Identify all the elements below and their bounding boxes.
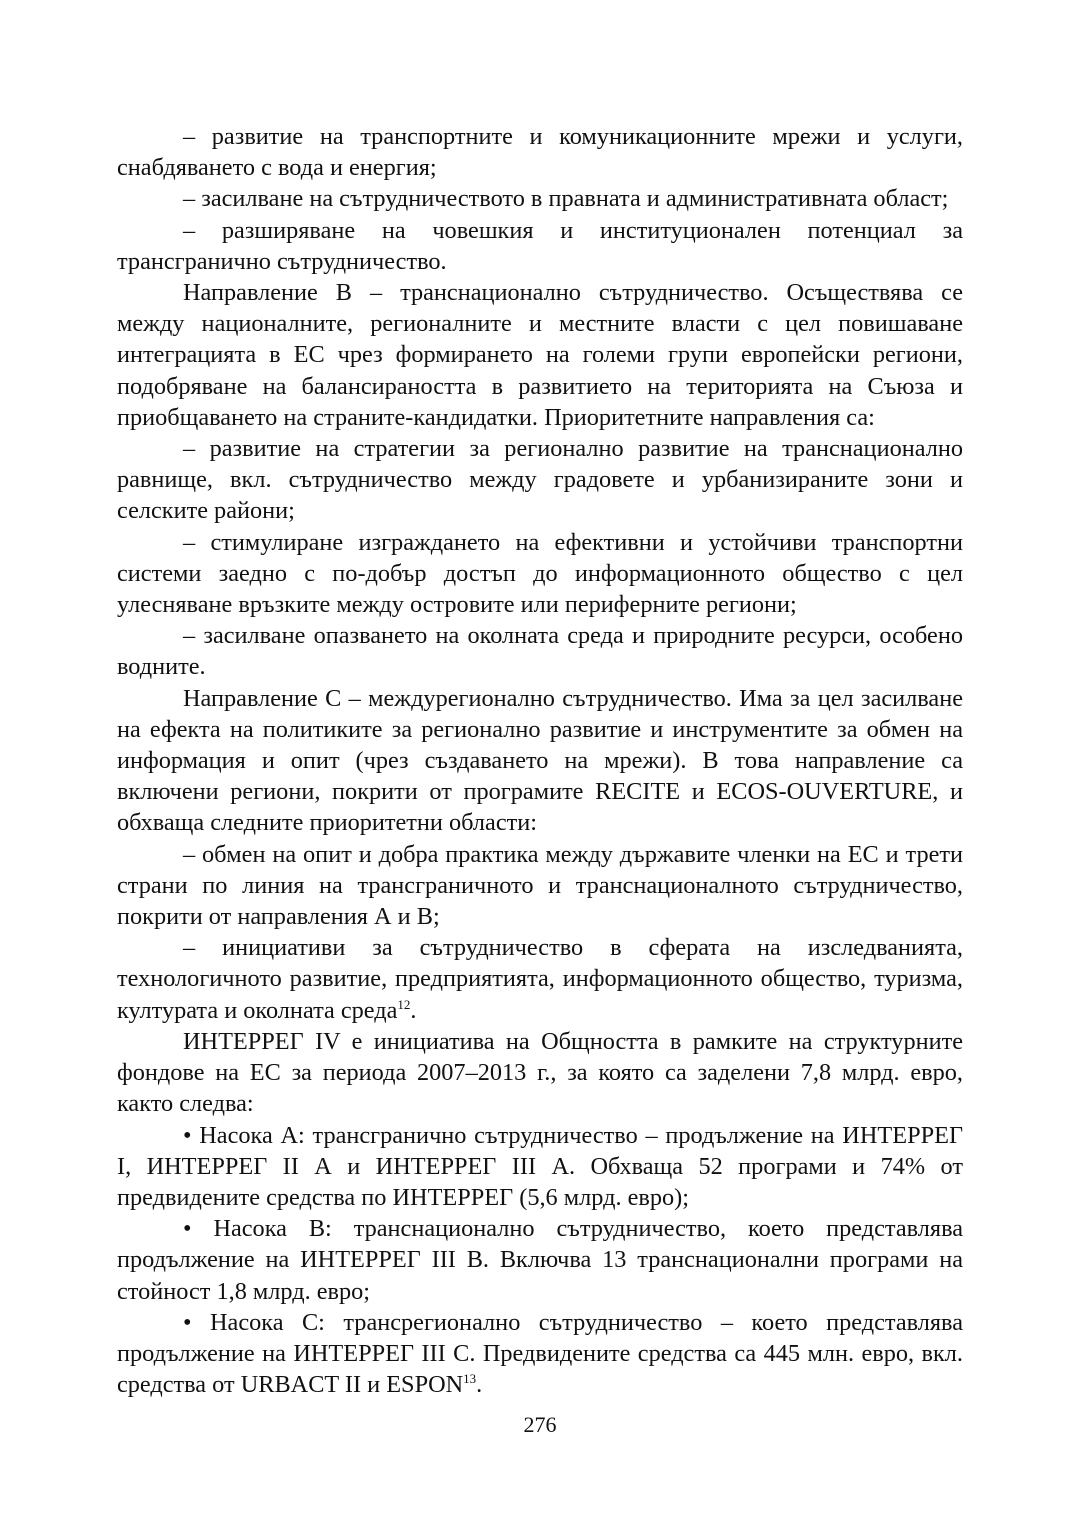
paragraph: ИНТЕРРЕГ IV е инициатива на Общността в рамките на структурните фондове на ЕС за периода 2007–2013 г., за която са заделени 7,8 млрд. евро, както следва:: [117, 1027, 963, 1118]
bullet-text: Насока В: транснационално сътрудничество, което представлява продължение на ИНТЕРРЕГ III В. Включва 13 транснационални програми на стойност 1,8 млрд. евро;: [117, 1215, 964, 1305]
bullet-item: [117, 1307, 963, 1401]
paragraph: – развитие на стратегии за регионално развитие на транснационално равнище, вкл. сътрудничество между градовете и урбанизираните зони и селските райони;: [117, 435, 963, 525]
paragraph-tail: .: [410, 996, 417, 1024]
bullet-text: Насока А: трансгранично сътрудничество – продължение на ИНТЕРРЕГ I, ИНТЕРРЕГ II А и ИНТЕРРЕГ III А. Обхваща 52 програми и 74% от предвидените средства по ИНТЕРРЕГ (5,6 млрд. евро);: [117, 1121, 963, 1211]
paragraph: Направление С – междурегионално сътрудничество. Има за цел засилване на ефекта на политиките за регионално развитие и инструментите за обмен на информация и опит (чрез създаването на мрежи). В това направление са включени региони, покрити от програмите RECITE и ECOS-OUVERTURE, и обхваща следните приоритетни области:: [117, 684, 963, 837]
footnote-ref-12[interactable]: 12: [397, 996, 411, 1012]
bullet-icon: •: [183, 1121, 192, 1149]
bullet-item: [117, 1213, 963, 1307]
paragraph: – засилване на сътрудничеството в правната и административната област;: [183, 185, 949, 213]
paragraph: – обмен на опит и добра практика между държавите членки на ЕС и трети страни по линия на трансграничното и транснационалното сътрудничество, покрити от направления А и В;: [117, 840, 963, 931]
paragraph: – засилване опазването на околната среда и природните ресурси, особено водните.: [117, 622, 963, 681]
page-body: [117, 121, 963, 1400]
paragraph-with-footnote: [117, 932, 963, 1026]
paragraph: – развитие на транспортните и комуникационните мрежи и услуги, снабдяването с вода и енергия;: [117, 123, 963, 182]
bullet-tail: .: [476, 1371, 483, 1399]
paragraph-text: – инициативи за сътрудничество в сферата на изследванията, технологичното развитие, предприятията, информационното общество, туризма, културата и околната среда: [117, 934, 963, 1024]
bullet-item: [117, 1120, 963, 1214]
bullet-icon: •: [183, 1308, 192, 1336]
paragraph: – стимулиране изграждането на ефективни и устойчиви транспортни системи заедно с по-добър достъп до информационното общество с цел улесняване връзките между островите или периферните региони;: [117, 528, 963, 619]
footnote-ref-13[interactable]: 13: [463, 1371, 477, 1387]
page-number: 276: [523, 1412, 557, 1437]
bullet-text: Насока С: трансрегионално сътрудничество – което представлява продължение на ИНТЕРРЕГ III С. Предвидените средства са 445 млн. евро, вкл. средства от URBACT II и ESPON: [117, 1308, 963, 1399]
bullet-icon: •: [183, 1215, 192, 1243]
paragraph: Направление В – транснационално сътрудничество. Осъществява се между националните, регионалните и местните власти с цел повишаване интеграцията в ЕС чрез формирането на големи групи европейски региони, подобряване на балансираността в развитието на територията на Съюза и приобщаването на страните-кандидатки. Приоритетните направления са:: [117, 279, 963, 431]
paragraph: – разширяване на човешкия и институционален потенциал за трансгранично сътрудничество.: [117, 216, 963, 275]
